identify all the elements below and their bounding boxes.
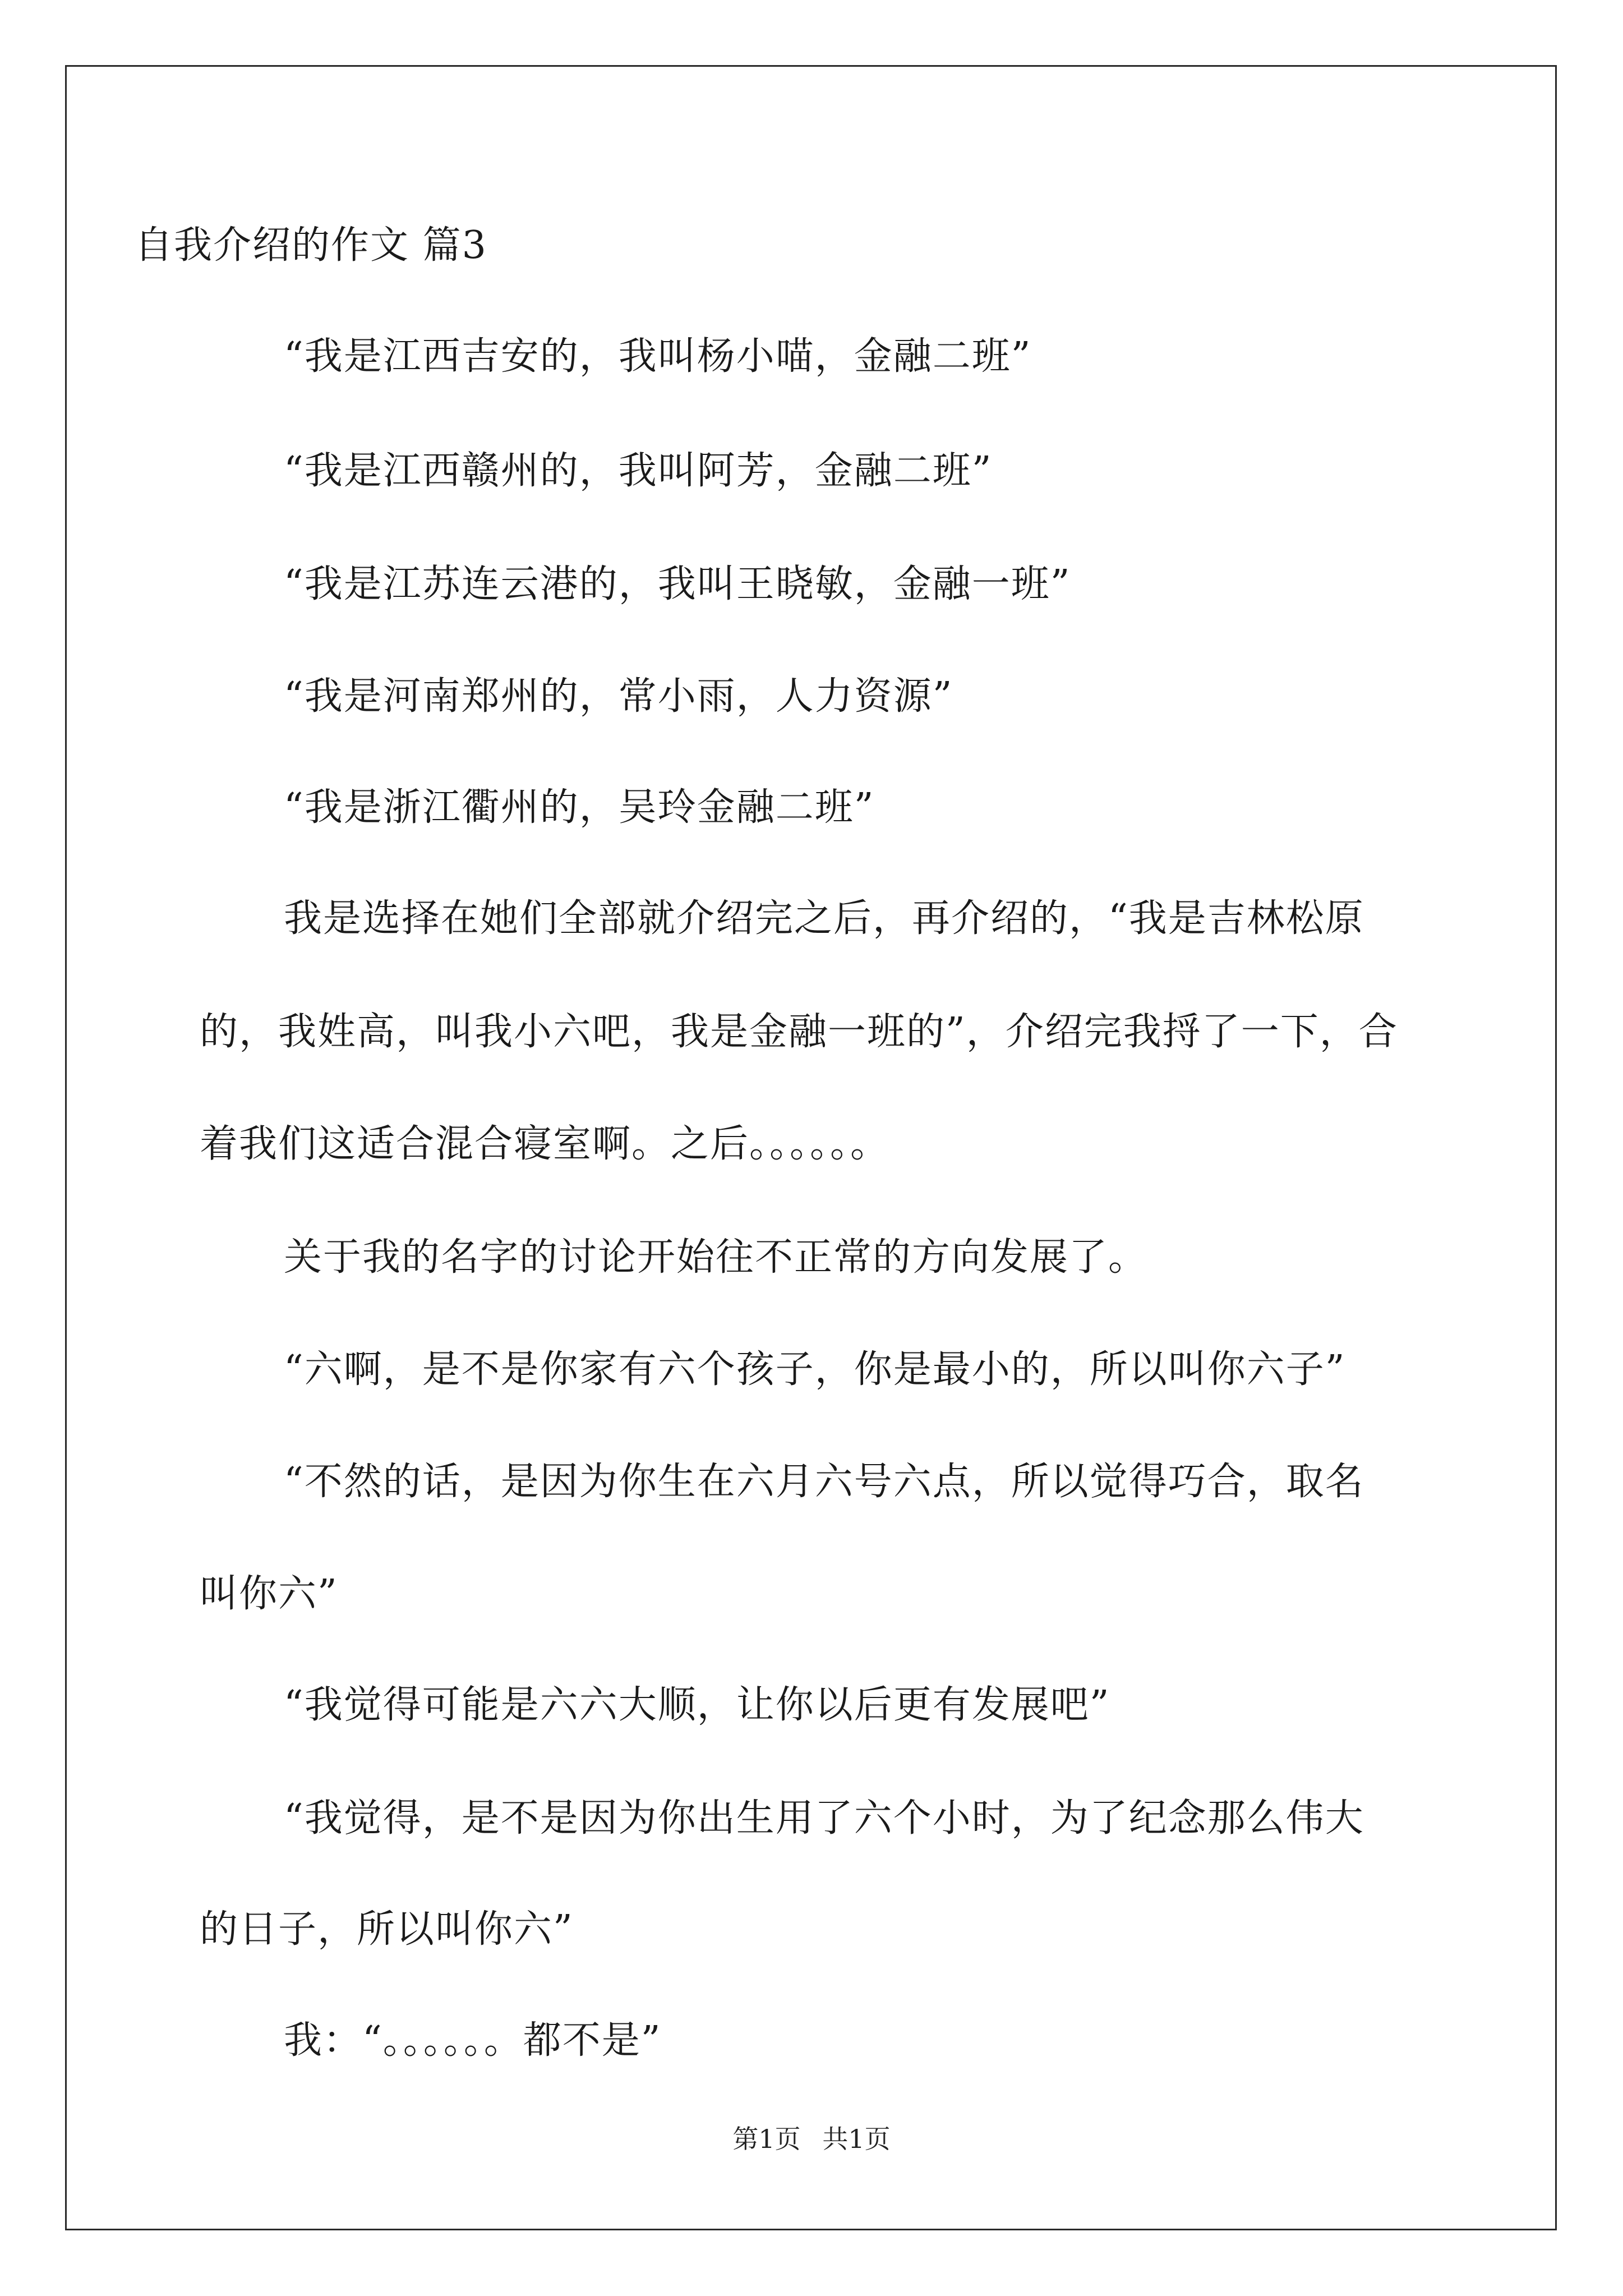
page-number-current: 第1页 [732, 2124, 801, 2154]
paragraph-line: 我是选择在她们全部就介绍完之后，再介绍的，“我是吉林松原 [284, 896, 1364, 941]
paragraph-line: “不然的话，是因为你生在六月六号六点，所以觉得巧合，取名 [284, 1460, 1364, 1504]
paragraph-line: “我是江苏连云港的，我叫王晓敏，金融一班” [284, 562, 1071, 606]
paragraph-line: “我是河南郑州的，常小雨，人力资源” [284, 674, 953, 719]
paragraph-line: 我：“。。。。。。都不是” [284, 2018, 662, 2063]
paragraph-line: “我是江西吉安的，我叫杨小喵，金融二班” [284, 334, 1032, 379]
page-number-total: 共1页 [822, 2124, 891, 2154]
paragraph-line: 关于我的名字的讨论开始往不正常的方向发展了。 [284, 1235, 1148, 1280]
paragraph-line: 叫你六” [200, 1572, 338, 1616]
document-title: 自我介绍的作文 篇3 [135, 223, 487, 268]
paragraph-line: “我是浙江衢州的，吴玲金融二班” [284, 785, 875, 830]
paragraph-line: 的日子，所以叫你六” [200, 1907, 574, 1952]
paragraph-line: “我是江西赣州的，我叫阿芳，金融二班” [284, 449, 993, 493]
paragraph-line: “六啊，是不是你家有六个孩子，你是最小的，所以叫你六子” [284, 1347, 1346, 1392]
paragraph-line: 着我们这适合混合寝室啊。之后。。。。。。 [200, 1122, 890, 1166]
paragraph-line: “我觉得可能是六六大顺，让你以后更有发展吧” [284, 1683, 1110, 1727]
paragraph-line: 的，我姓高，叫我小六吧，我是金融一班的”，介绍完我捋了一下，合 [200, 1010, 1398, 1054]
paragraph-line: “我觉得，是不是因为你出生用了六个小时，为了纪念那么伟大 [284, 1796, 1364, 1841]
page-footer [0, 2126, 1623, 2152]
